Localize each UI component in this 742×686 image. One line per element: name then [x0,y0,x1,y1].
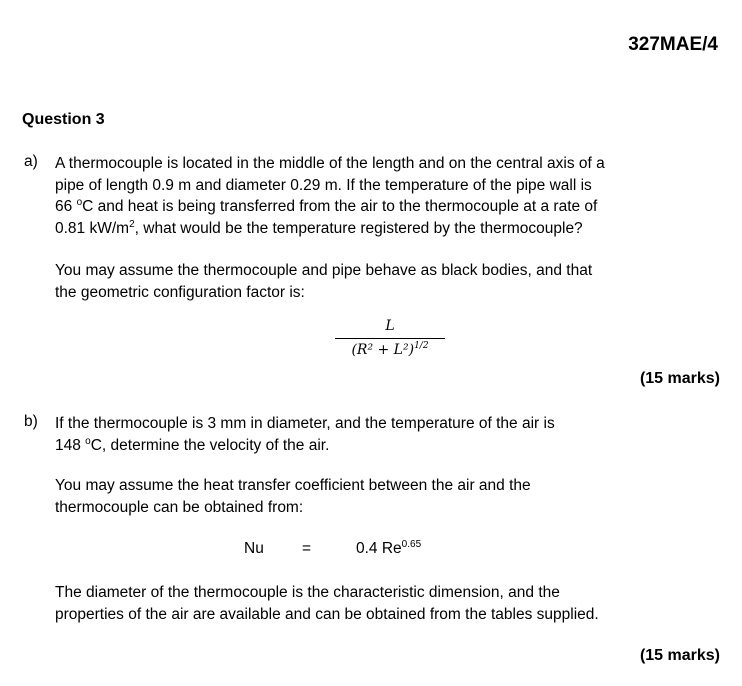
question-title: Question 3 [22,111,105,128]
equation-exponent: 0.65 [401,539,422,550]
part-b-line-2 [55,435,730,457]
part-b-assume-line-1: You may assume the heat transfer coefficient between the air and the [55,477,531,494]
part-b-assume-line-2: thermocouple can be obtained from: [55,498,304,516]
document-code: 327MAE/4 [628,34,718,55]
squared-exponent: 2 [129,218,135,230]
equation-equals: = [302,540,312,557]
part-a-label: a) [24,153,38,170]
formula-denominator [335,339,445,358]
part-b-final-note [55,582,730,625]
part-b-label: b) [24,413,38,430]
part-a-line-4-post: , what would be the temperature registered by the thermocouple? [134,219,583,237]
formula-numerator: L [385,318,395,334]
part-b-line-2-pre: 148 [55,436,86,454]
part-a-marks: (15 marks) [639,370,720,387]
part-a-assume-line-1: You may assume the thermocouple and pipe behave as black bodies, and that [55,262,593,279]
part-b-marks: (15 marks) [639,647,720,664]
degree-symbol: o [85,435,91,447]
part-b-line-2-post: C, determine the velocity of the air. [90,436,330,454]
part-b-statement [55,413,730,456]
part-a-assumption [55,260,730,303]
part-a-line-1: A thermocouple is located in the middle of the length and on the central axis of a [55,155,605,172]
degree-symbol: o [76,197,83,208]
part-a-line-4-pre: 0.81 kW/m [55,219,130,237]
part-a-line-2: pipe of length 0.9 m and diameter 0.29 m. If the temperature of the pipe wall is [55,176,592,194]
equation-lhs: Nu [244,540,264,557]
part-b-final-line-2: properties of the air are available and can be obtained from the tables supplied. [55,605,599,623]
part-a-assume-line-2: the geometric configuration factor is: [55,283,305,301]
part-a-line-4 [55,218,730,240]
part-b-final-line-1: The diameter of the thermocouple is the characteristic dimension, and the [55,584,560,601]
configuration-factor-formula [335,318,445,358]
part-b-line-1: If the thermocouple is 3 mm in diameter, and the temperature of the air is [55,415,555,432]
formula-denominator-exponent: 1/2 [414,341,429,351]
equation-rhs [356,540,421,558]
part-a-line-3-pre: 66 [55,198,77,215]
equation-rhs-base: 0.4 Re [356,540,402,557]
part-a-line-3-post: C and heat is being transferred from the air to the thermocouple at a rate of [82,198,598,215]
part-b-assumption [55,475,730,518]
formula-denominator-base: (R² + L²) [351,342,415,358]
part-a-line-3 [55,196,730,218]
part-a-statement [55,153,730,239]
